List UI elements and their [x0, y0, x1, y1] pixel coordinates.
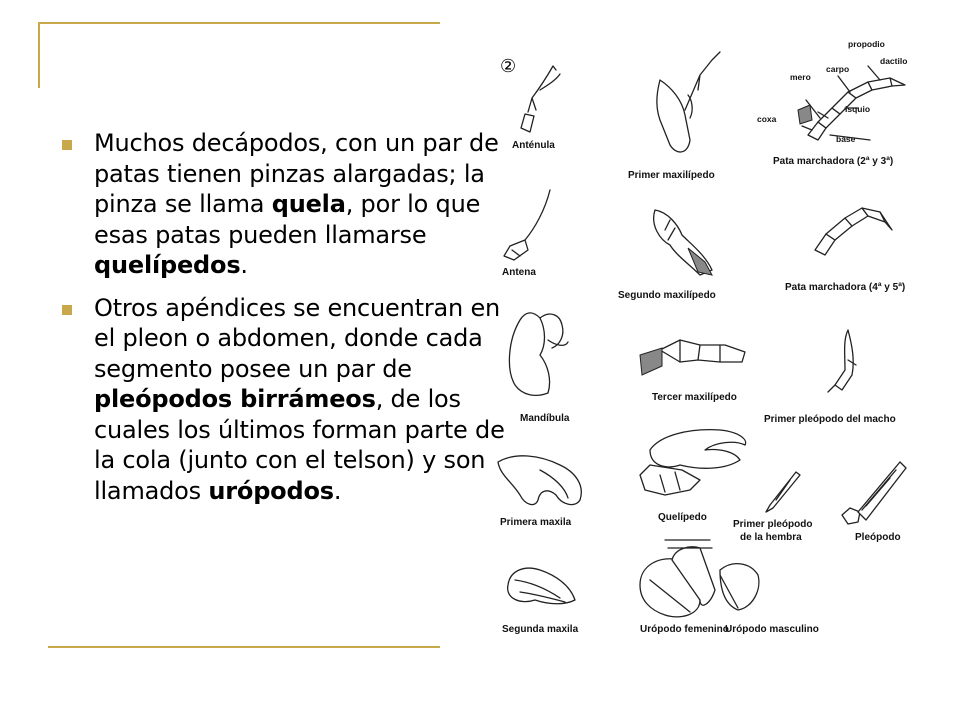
bold-term: quela	[271, 190, 346, 218]
bullet-text: Otros apéndices se encuentran en el pleon o abdomen, donde cada segmento posee un par de	[94, 293, 501, 383]
label-primer-maxilipedo: Primer maxilípedo	[628, 170, 715, 181]
bullet-item	[60, 293, 505, 507]
second-maxilliped-drawing	[654, 210, 712, 275]
second-maxilla-drawing	[508, 568, 575, 604]
antenna-drawing	[504, 190, 550, 260]
figure-number: ②	[500, 56, 517, 77]
first-maxilliped-drawing	[657, 52, 720, 152]
first-pleopod-male-drawing	[828, 330, 856, 392]
bullet-text: , de los cuales los últimos forman parte de la cola (junto con el telson) y son llamados	[94, 385, 505, 505]
bullet-square-icon	[62, 305, 72, 315]
mandible-drawing	[509, 313, 568, 395]
label-primer-pleopodo-hembra-1: Primer pleópodo	[733, 519, 813, 530]
label-pleopodo: Pleópodo	[855, 532, 901, 543]
antennule-drawing	[521, 66, 560, 132]
label-pata-45: Pata marchadora (4ª y 5ª)	[785, 282, 906, 293]
label-antenula: Anténula	[512, 140, 555, 151]
first-maxilla-drawing	[498, 456, 581, 505]
label-primer-pleopodo-macho: Primer pleópodo del macho	[764, 414, 896, 425]
label-mandibula: Mandíbula	[520, 413, 570, 424]
cheliped-drawing	[640, 430, 746, 495]
bold-term: urópodos	[208, 476, 334, 505]
label-uropodo-masculino: Urópodo masculino	[725, 624, 819, 635]
walking-leg-45-drawing	[815, 208, 892, 255]
crustacean-appendages-figure	[486, 30, 956, 650]
label-primer-pleopodo-hembra-2: de la hembra	[740, 532, 802, 543]
pleopod-drawing	[842, 462, 906, 524]
uropods-drawing	[640, 540, 759, 617]
label-primera-maxila: Primera maxila	[500, 517, 572, 528]
label-tercer-maxilipedo: Tercer maxilípedo	[652, 392, 737, 403]
first-pleopod-female-drawing	[766, 472, 800, 512]
label-quelipedo: Quelípedo	[658, 512, 707, 523]
part-mero: mero	[790, 72, 811, 82]
bullet-square-icon	[62, 140, 72, 150]
decorative-frame-left	[38, 22, 40, 88]
decorative-frame-bottom	[48, 646, 440, 648]
bold-term: quelípedos	[94, 251, 241, 279]
bullet-text: .	[240, 251, 248, 279]
label-antena: Antena	[502, 267, 536, 278]
walking-leg-23-drawing	[798, 66, 905, 140]
bullet-text: Muchos decápodos, con un par de patas tienen pinzas alargadas; la pinza se llama	[94, 129, 499, 218]
part-isquio: isquio	[845, 104, 871, 114]
label-pata-23: Pata marchadora (2ª y 3ª)	[773, 156, 894, 167]
part-base: base	[836, 134, 856, 144]
part-propodio: propodio	[848, 39, 885, 49]
bullet-text: , por lo que esas patas pueden llamarse	[94, 190, 481, 249]
third-maxilliped-drawing	[640, 340, 745, 375]
bullet-item	[60, 128, 505, 281]
bullet-list	[60, 128, 505, 518]
label-uropodo-femenino: Urópodo femenino	[640, 624, 729, 635]
part-coxa: coxa	[757, 114, 777, 124]
part-carpo: carpo	[826, 64, 850, 74]
part-dactilo: dactilo	[880, 56, 908, 66]
label-segunda-maxila: Segunda maxila	[502, 624, 579, 635]
decorative-frame-top	[40, 22, 440, 24]
bullet-text: .	[333, 476, 342, 505]
bold-term: pleópodos birrámeos	[94, 385, 376, 413]
label-segundo-maxilipedo: Segundo maxilípedo	[618, 290, 716, 301]
